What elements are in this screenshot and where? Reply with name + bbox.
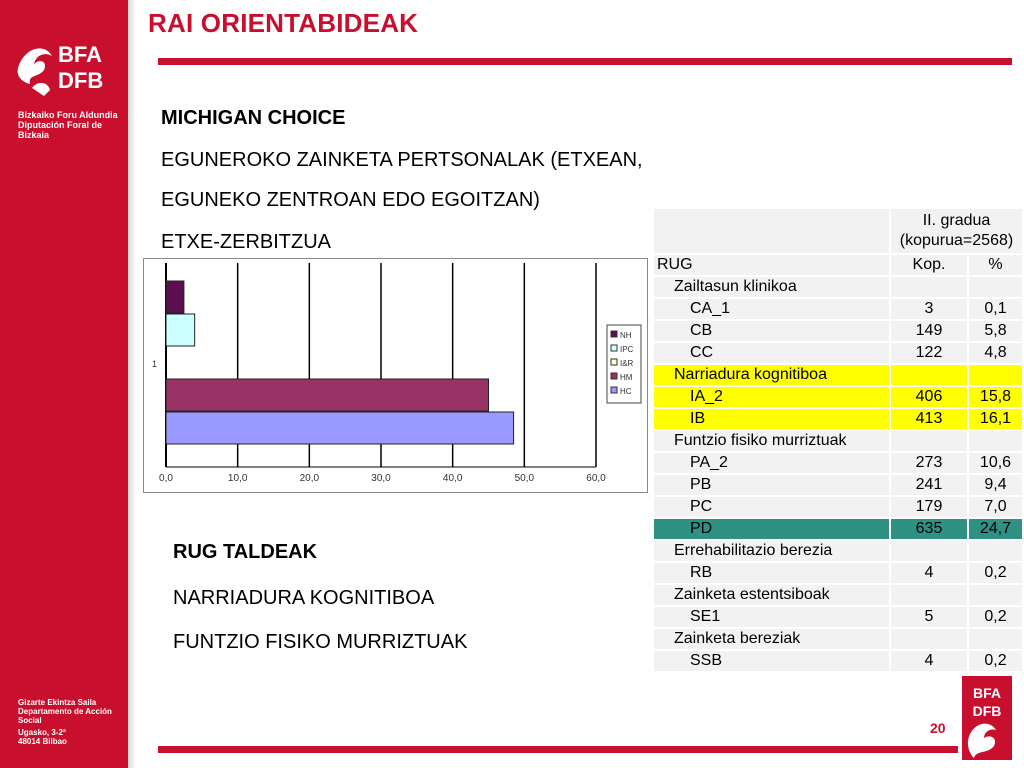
x-tick-label: 50,0	[514, 473, 535, 484]
logo-mark-line1: BFA	[58, 42, 102, 67]
department-name	[18, 698, 126, 725]
row-pct: 4,8	[968, 342, 1023, 364]
row-kop: 273	[890, 452, 968, 474]
row-label: Funtzio fisiko murriztuak	[653, 430, 890, 452]
row-kop: 3	[890, 298, 968, 320]
table-row	[653, 496, 1023, 518]
row-label: PA_2	[653, 452, 890, 474]
bar-hm	[166, 379, 489, 411]
legend-swatch	[611, 373, 617, 379]
bar-hc	[166, 412, 514, 444]
rug-line-cognitive: NARRIADURA KOGNITIBOA	[173, 587, 435, 609]
x-tick-label: 30,0	[371, 473, 391, 484]
bar-nh	[166, 281, 184, 313]
table-header-grade: II. gradua (kopurua=2568)	[890, 208, 1023, 254]
row-pct: 0,1	[968, 298, 1023, 320]
row-label: CC	[653, 342, 890, 364]
logo-name-es: Diputación Foral de Bizkaia	[18, 120, 103, 140]
logo-mark-line2: DFB	[58, 68, 104, 93]
sidebar-shadow	[128, 0, 136, 768]
table-row	[653, 584, 1023, 606]
legend-label: IPC	[620, 345, 634, 354]
row-kop: 635	[890, 518, 968, 540]
row-label: Errehabilitazio berezia	[653, 540, 890, 562]
rug-line-title: RUG TALDEAK	[173, 541, 318, 563]
table-row	[653, 320, 1023, 342]
row-kop: 4	[890, 650, 968, 672]
row-kop	[890, 430, 968, 452]
text-line-care-1: EGUNEROKO ZAINKETA PERTSONALAK (ETXEAN,	[161, 149, 643, 171]
table-row	[653, 298, 1023, 320]
row-kop: 4	[890, 562, 968, 584]
row-pct: 0,2	[968, 606, 1023, 628]
table-row	[653, 650, 1023, 672]
row-pct: 10,6	[968, 452, 1023, 474]
row-label: Narriadura kognitiboa	[653, 364, 890, 386]
x-tick-label: 40,0	[442, 473, 463, 484]
table-header-row	[653, 208, 1023, 254]
row-label: SSB	[653, 650, 890, 672]
row-label: CA_1	[653, 298, 890, 320]
legend-swatch	[611, 387, 617, 393]
legend-label: I&R	[620, 359, 634, 368]
row-label: Zailtasun klinikoa	[653, 276, 890, 298]
department-eu: Gizarte Ekintza Saila	[18, 698, 97, 707]
table-row	[653, 452, 1023, 474]
legend-swatch	[611, 345, 617, 351]
legend-label: HC	[620, 387, 632, 396]
row-pct: 5,8	[968, 320, 1023, 342]
row-kop	[890, 276, 968, 298]
subheader-kop: Kop.	[890, 254, 968, 276]
row-pct: 7,0	[968, 496, 1023, 518]
table-row	[653, 408, 1023, 430]
y-tick-label: 1	[152, 359, 158, 369]
row-kop	[890, 364, 968, 386]
x-tick-label: 10,0	[227, 473, 248, 484]
row-label: Zainketa estentsiboak	[653, 584, 890, 606]
table-subheader-row	[653, 254, 1023, 276]
row-kop: 179	[890, 496, 968, 518]
row-kop	[890, 540, 968, 562]
row-label: PD	[653, 518, 890, 540]
x-tick-label: 60,0	[586, 473, 606, 484]
row-pct: 0,2	[968, 562, 1023, 584]
row-label: IA_2	[653, 386, 890, 408]
row-pct: 0,2	[968, 650, 1023, 672]
sidebar	[0, 0, 128, 768]
row-pct: 9,4	[968, 474, 1023, 496]
bfa-footer-logo-icon	[962, 676, 1012, 760]
row-label: PC	[653, 496, 890, 518]
legend-swatch	[611, 359, 617, 365]
address-street: Ugasko, 3-2ª	[18, 728, 66, 737]
table-row	[653, 518, 1023, 540]
legend-swatch	[611, 331, 617, 337]
page-number: 20	[930, 720, 946, 736]
table-row	[653, 430, 1023, 452]
text-line-michigan: MICHIGAN CHOICE	[161, 107, 346, 129]
rug-line-physical: FUNTZIO FISIKO MURRIZTUAK	[173, 631, 468, 653]
row-kop	[890, 584, 968, 606]
table-row	[653, 342, 1023, 364]
address-city: 48014 Bilbao	[18, 737, 67, 746]
row-label: CB	[653, 320, 890, 342]
table-row	[653, 364, 1023, 386]
row-pct	[968, 430, 1023, 452]
row-kop: 241	[890, 474, 968, 496]
title-rule	[158, 58, 1012, 65]
row-pct	[968, 628, 1023, 650]
row-pct	[968, 584, 1023, 606]
bar-ipc	[166, 314, 195, 346]
table-row	[653, 386, 1023, 408]
row-pct: 16,1	[968, 408, 1023, 430]
footer-rule	[158, 746, 958, 753]
row-kop: 149	[890, 320, 968, 342]
row-kop: 5	[890, 606, 968, 628]
department-es: Departamento de Acción Social	[18, 707, 112, 725]
table-row	[653, 540, 1023, 562]
x-tick-label: 0,0	[159, 473, 173, 484]
bar-chart	[143, 258, 648, 493]
logo-name-eu: Bizkaiko Foru Aldundia	[18, 110, 118, 120]
address	[18, 728, 126, 746]
bar-chart-svg	[144, 259, 647, 492]
rug-table	[652, 207, 1024, 673]
row-kop: 406	[890, 386, 968, 408]
footer-logo-line2: DFB	[972, 703, 1002, 719]
subheader-rug: RUG	[653, 254, 890, 276]
row-pct: 15,8	[968, 386, 1023, 408]
table-row	[653, 628, 1023, 650]
text-line-home-service: ETXE-ZERBITZUA	[161, 231, 332, 253]
logo-name	[18, 110, 126, 140]
slide-title: RAI ORIENTABIDEAK	[148, 8, 419, 38]
table-row	[653, 562, 1023, 584]
subheader-pct: %	[968, 254, 1023, 276]
table-row	[653, 606, 1023, 628]
row-pct: 24,7	[968, 518, 1023, 540]
row-pct	[968, 364, 1023, 386]
table-header-empty	[653, 208, 890, 254]
bfa-logo-icon	[14, 38, 114, 100]
text-line-care-2: EGUNEKO ZENTROAN EDO EGOITZAN)	[161, 189, 540, 211]
row-pct	[968, 540, 1023, 562]
row-label: PB	[653, 474, 890, 496]
row-pct	[968, 276, 1023, 298]
table-row	[653, 276, 1023, 298]
table-row	[653, 474, 1023, 496]
row-kop: 413	[890, 408, 968, 430]
row-label: IB	[653, 408, 890, 430]
row-kop	[890, 628, 968, 650]
row-label: Zainketa bereziak	[653, 628, 890, 650]
legend-label: HM	[620, 373, 633, 382]
x-tick-label: 20,0	[299, 473, 320, 484]
row-kop: 122	[890, 342, 968, 364]
row-label: RB	[653, 562, 890, 584]
row-label: SE1	[653, 606, 890, 628]
footer-logo-line1: BFA	[973, 685, 1001, 701]
legend-label: NH	[620, 331, 632, 340]
